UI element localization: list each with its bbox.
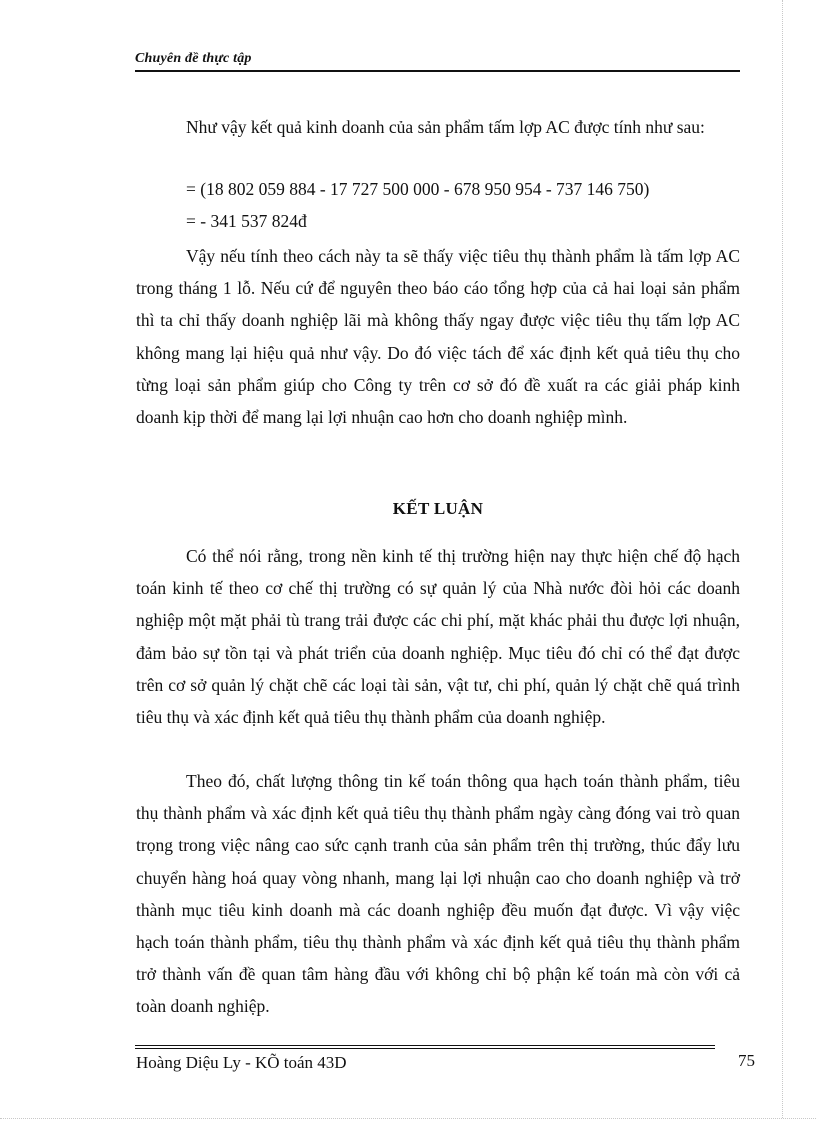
page-header bbox=[135, 50, 740, 72]
analysis-paragraph: Vậy nếu tính theo cách này ta sẽ thấy việc tiêu thụ thành phẩm là tấm lợp AC trong tháng 1 lỗ. Nếu cứ để nguyên theo báo cáo tổng hợp của cả hai loại sản phẩm thì ta chỉ thấy doanh nghiệp lãi mà không thấy ngay được việc tiêu thụ tấm lợp AC không mang lại hiệu quả như vậy. Do đó việc tách để xác định kết quả tiêu thụ cho từng loại sản phẩm giúp cho Công ty trên cơ sở đó đề xuất ra các giải pháp kinh doanh kịp thời để mang lại lợi nhuận cao hơn cho doanh nghiệp mình. bbox=[136, 246, 740, 428]
page-frame-bottom-edge bbox=[0, 1118, 816, 1119]
footer-author: Hoàng Diệu Ly - KÕ toán 43D bbox=[136, 1053, 347, 1072]
equation-line: = (18 802 059 884 - 17 727 500 000 - 678 950 954 - 737 146 750) bbox=[186, 179, 650, 199]
conclusion-paragraph-2: Theo đó, chất lượng thông tin kế toán thông qua hạch toán thành phẩm, tiêu thụ thành phẩm và xác định kết quả tiêu thụ thành phẩm ngày càng đóng vai trò quan trọng trong việc nâng cao sức cạnh tranh của sản phẩm trên thị trường, thúc đẩy lưu chuyển hàng hoá quay vòng nhanh, mang lại lợi nhuận cao cho doanh nghiệp và trở thành mục tiêu kinh doanh mà các doanh nghiệp đều muốn đạt được. Vì vậy việc hạch toán thành phẩm, tiêu thụ thành phẩm và xác định kết quả tiêu thụ thành phẩm trở thành vấn đề quan tâm hàng đầu với không chỉ bộ phận kế toán mà còn với cả toàn doanh nghiệp. bbox=[136, 771, 740, 1017]
conclusion-heading: KẾT LUẬN bbox=[392, 499, 484, 518]
header-title: Chuyên đề thực tập bbox=[135, 51, 252, 66]
footer-rule bbox=[135, 1045, 715, 1049]
result-line: = - 341 537 824đ bbox=[186, 211, 307, 231]
conclusion-paragraph-1: Có thể nói rằng, trong nền kinh tế thị trường hiện nay thực hiện chế độ hạch toán kinh tế theo cơ chế thị trường có sự quản lý của Nhà nước đòi hỏi các doanh nghiệp một mặt phải tù trang trải được các chi phí, mặt khác phải thu được lợi nhuận, đảm bảo sự tồn tại và phát triển của doanh nghiệp. Mục tiêu đó chỉ có thể đạt được trên cơ sở quản lý chặt chẽ các loại tài sản, vật tư, chi phí, quản lý chặt chẽ quá trình tiêu thụ và xác định kết quả tiêu thụ thành phẩm của doanh nghiệp. bbox=[136, 546, 740, 728]
intro-paragraph: Như vậy kết quả kinh doanh của sản phẩm tấm lợp AC được tính như sau: bbox=[186, 117, 705, 137]
page-frame-right-edge bbox=[782, 0, 783, 1118]
page-number: 75 bbox=[738, 1051, 755, 1070]
